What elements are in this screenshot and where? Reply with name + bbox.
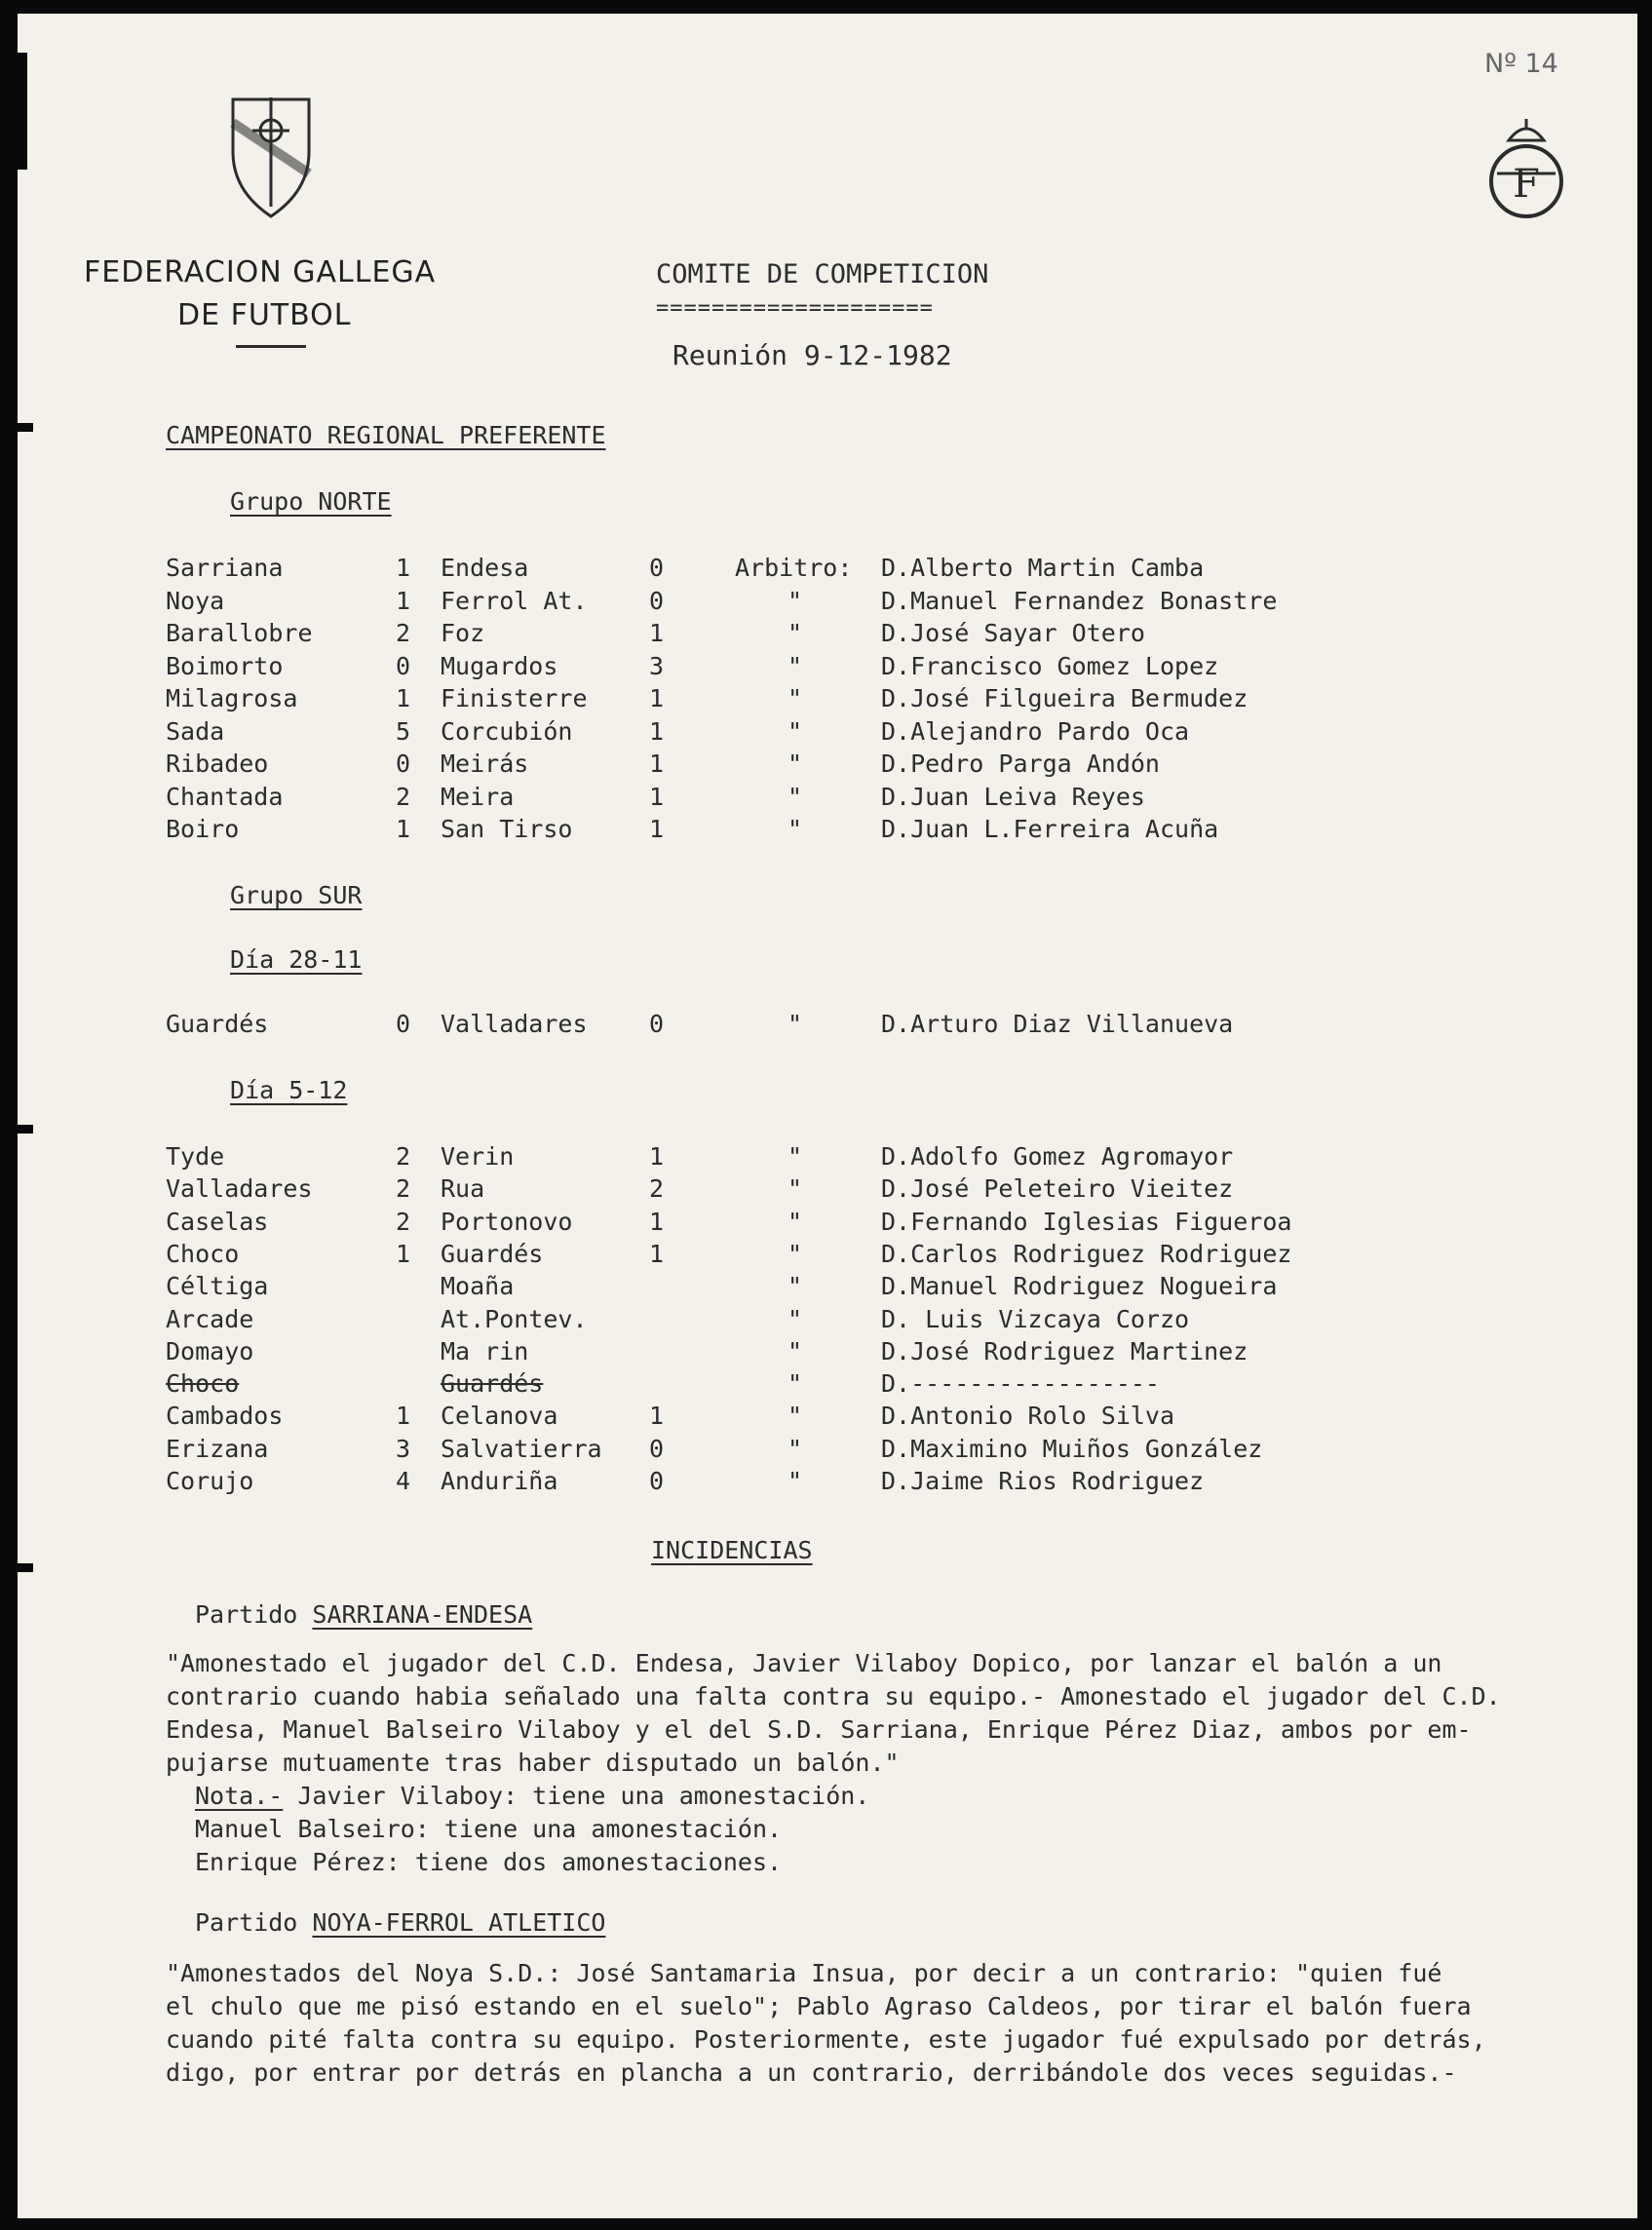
- away-team: Endesa: [441, 554, 529, 582]
- home-score: 0: [396, 750, 411, 778]
- away-team: Verin: [441, 1142, 515, 1171]
- ditto-mark: ": [788, 684, 803, 712]
- binder-hole: [18, 423, 33, 432]
- away-team: Corcubión: [441, 716, 573, 746]
- federation-name-line1: FEDERACION GALLEGA: [84, 255, 437, 289]
- home-team: Erizana: [166, 1434, 269, 1463]
- result-row: [18, 815, 1637, 848]
- away-team: Anduriña: [441, 1467, 558, 1495]
- home-score: 2: [396, 1174, 411, 1204]
- match2-teams: NOYA-FERROL ATLETICO: [312, 1908, 606, 1937]
- home-team: Caselas: [166, 1207, 269, 1236]
- ditto-mark: ": [788, 586, 803, 615]
- royal-spanish-federation-crest-icon: [1487, 115, 1565, 222]
- ditto-mark: ": [788, 1239, 803, 1268]
- day-5-12-title: Día 5-12: [230, 1076, 348, 1104]
- result-row: [18, 587, 1637, 620]
- note-text: Javier Vilaboy: tiene una amonestación.: [283, 1782, 870, 1810]
- away-score: 1: [649, 1142, 665, 1171]
- referee-name: D.Fernando Iglesias Figueroa: [881, 1207, 1292, 1236]
- report-line: cuando pité falta contra su equipo. Posteriormente, este jugador fué expulsado por detrás,: [166, 2025, 1486, 2054]
- away-score: 0: [649, 1434, 665, 1463]
- home-score: 4: [396, 1467, 411, 1495]
- match2-heading: [195, 1908, 605, 1937]
- away-team: Rua: [441, 1174, 485, 1204]
- away-score: 2: [649, 1174, 665, 1204]
- result-row: [18, 1240, 1637, 1273]
- away-score: 1: [649, 716, 665, 746]
- home-score: 1: [396, 815, 411, 843]
- home-score: 1: [396, 554, 411, 582]
- referee-name: D.Jaime Rios Rodriguez: [881, 1467, 1205, 1495]
- referee-name: D.Alberto Martin Camba: [881, 554, 1205, 582]
- referee-name: D.Carlos Rodriguez Rodriguez: [881, 1239, 1292, 1268]
- referee-name: D.José Sayar Otero: [881, 619, 1145, 647]
- ditto-mark: ": [788, 1434, 803, 1463]
- home-team: Sarriana: [166, 554, 284, 582]
- away-team: Portonovo: [441, 1207, 573, 1236]
- ditto-mark: ": [788, 1336, 803, 1365]
- home-team: Choco: [166, 1239, 240, 1268]
- home-score: 0: [396, 1010, 411, 1038]
- home-team: Guardés: [166, 1010, 269, 1038]
- document-number: Nº 14: [1484, 49, 1558, 79]
- match1-note: [195, 1780, 869, 1879]
- note-line: Enrique Pérez: tiene dos amonestaciones.: [195, 1848, 783, 1876]
- home-team: Boiro: [166, 815, 240, 843]
- away-team: Salvatierra: [441, 1434, 602, 1463]
- note-line: [195, 1780, 869, 1813]
- away-score: 0: [649, 1467, 665, 1495]
- home-team: Noya: [166, 586, 225, 615]
- report-line: "Amonestados del Noya S.D.: José Santamaria Insua, por decir a un contrario: "quien fué: [166, 1959, 1442, 1987]
- referee-name: D.Antonio Rolo Silva: [881, 1402, 1175, 1431]
- away-score: 1: [649, 684, 665, 712]
- home-score: 0: [396, 651, 411, 680]
- result-row: [18, 750, 1637, 783]
- away-team: Meirás: [441, 750, 529, 778]
- ditto-mark: ": [788, 651, 803, 680]
- meeting-date: Reunión 9-12-1982: [672, 339, 952, 371]
- ditto-mark: ": [788, 782, 803, 811]
- federation-underline: [236, 345, 306, 348]
- result-row: [18, 1208, 1637, 1241]
- result-row: [18, 1435, 1637, 1468]
- referee-name: D.José Filgueira Bermudez: [881, 684, 1249, 712]
- ditto-mark: ": [788, 1207, 803, 1236]
- referee-name: D.Maximino Muiños González: [881, 1434, 1263, 1463]
- group-norte-title: Grupo NORTE: [230, 487, 392, 516]
- home-score: 5: [396, 716, 411, 746]
- result-row: [18, 1272, 1637, 1305]
- away-score: 1: [649, 1239, 665, 1268]
- result-row: [18, 1010, 1637, 1043]
- result-row: [18, 619, 1637, 652]
- away-team: Foz: [441, 619, 485, 647]
- report-line: pujarse mutuamente tras haber disputado un balón.": [166, 1749, 900, 1777]
- referee-name: D.-----------------: [881, 1369, 1160, 1399]
- away-team: Moaña: [441, 1272, 515, 1301]
- referee-name: D. Luis Vizcaya Corzo: [881, 1304, 1190, 1333]
- match2-report: [166, 1957, 1486, 2090]
- away-team: Guardés: [441, 1239, 544, 1268]
- result-row: [18, 1369, 1637, 1403]
- ditto-mark: ": [788, 1369, 803, 1399]
- home-score: 1: [396, 1239, 411, 1268]
- result-row: [18, 1402, 1637, 1435]
- committee-title-rule: ====================: [656, 296, 934, 321]
- binder-hole: [18, 1125, 33, 1134]
- home-score: 2: [396, 782, 411, 811]
- ditto-mark: ": [788, 1272, 803, 1301]
- result-row: [18, 717, 1637, 750]
- home-score: 2: [396, 1142, 411, 1171]
- referee-name: D.Manuel Fernandez Bonastre: [881, 586, 1278, 615]
- result-row: [18, 554, 1637, 587]
- home-score: 1: [396, 1402, 411, 1431]
- away-score: 1: [649, 1402, 665, 1431]
- home-team: Corujo: [166, 1467, 254, 1495]
- ditto-mark: ": [788, 750, 803, 778]
- day-28-11-title: Día 28-11: [230, 945, 363, 974]
- away-team: Valladares: [441, 1010, 588, 1038]
- referee-label: Arbitro:: [735, 554, 853, 582]
- committee-title: COMITE DE COMPETICION: [656, 259, 989, 289]
- referee-name: D.José Rodriguez Martinez: [881, 1336, 1249, 1365]
- away-team: Meira: [441, 782, 515, 811]
- away-score: 1: [649, 1207, 665, 1236]
- document-page: [18, 14, 1637, 2218]
- home-team: Milagrosa: [166, 684, 298, 712]
- result-row: [18, 1467, 1637, 1500]
- federation-name-line2: DE FUTBOL: [177, 298, 352, 332]
- report-line: Endesa, Manuel Balseiro Vilaboy y el del S.D. Sarriana, Enrique Pérez Diaz, ambos por em-: [166, 1715, 1472, 1744]
- ditto-mark: ": [788, 1010, 803, 1038]
- ditto-mark: ": [788, 1304, 803, 1333]
- away-team: Guardés: [441, 1369, 544, 1399]
- home-team: Arcade: [166, 1304, 254, 1333]
- home-team: Choco: [166, 1369, 240, 1399]
- home-team: Cambados: [166, 1402, 284, 1431]
- championship-title: CAMPEONATO REGIONAL PREFERENTE: [166, 421, 606, 449]
- ditto-mark: ": [788, 1402, 803, 1431]
- svg-text:F: F: [1513, 162, 1540, 207]
- away-score: 1: [649, 815, 665, 843]
- result-row: [18, 1337, 1637, 1370]
- home-team: Valladares: [166, 1174, 313, 1204]
- referee-name: D.Arturo Diaz Villanueva: [881, 1010, 1234, 1038]
- away-team: Mugardos: [441, 651, 558, 680]
- home-score: 1: [396, 586, 411, 615]
- referee-name: D.Adolfo Gomez Agromayor: [881, 1142, 1234, 1171]
- result-row: [18, 783, 1637, 816]
- away-score: 0: [649, 554, 665, 582]
- away-score: 0: [649, 1010, 665, 1038]
- ditto-mark: ": [788, 1467, 803, 1495]
- result-row: [18, 684, 1637, 717]
- match1-report: [166, 1647, 1501, 1780]
- away-score: 3: [649, 651, 665, 680]
- away-score: 1: [649, 782, 665, 811]
- report-line: "Amonestado el jugador del C.D. Endesa, Javier Vilaboy Dopico, por lanzar el balón a un: [166, 1649, 1442, 1677]
- home-team: Barallobre: [166, 619, 313, 647]
- home-score: 2: [396, 619, 411, 647]
- home-team: Céltiga: [166, 1272, 269, 1301]
- note-line: Manuel Balseiro: tiene una amonestación.: [195, 1815, 783, 1843]
- match1-teams: SARRIANA-ENDESA: [312, 1600, 533, 1629]
- group-sur-title: Grupo SUR: [230, 881, 363, 909]
- home-team: Ribadeo: [166, 750, 269, 778]
- home-score: 2: [396, 1207, 411, 1236]
- referee-name: D.Pedro Parga Andón: [881, 750, 1160, 778]
- home-score: 1: [396, 684, 411, 712]
- result-row: [18, 1305, 1637, 1338]
- ditto-mark: ": [788, 619, 803, 647]
- ditto-mark: ": [788, 716, 803, 746]
- referee-name: D.Juan Leiva Reyes: [881, 782, 1145, 811]
- away-score: 1: [649, 750, 665, 778]
- result-row: [18, 1142, 1637, 1175]
- away-team: Ma rin: [441, 1336, 529, 1365]
- home-team: Sada: [166, 716, 225, 746]
- ditto-mark: ": [788, 1142, 803, 1171]
- match1-heading: [195, 1600, 532, 1629]
- report-line: contrario cuando habia señalado una falta contra su equipo.- Amonestado el jugador del C.D.: [166, 1682, 1501, 1711]
- referee-name: D.José Peleteiro Vieitez: [881, 1174, 1234, 1204]
- result-row: [18, 1174, 1637, 1208]
- referee-name: D.Manuel Rodriguez Nogueira: [881, 1272, 1278, 1301]
- match2-heading-label: Partido: [195, 1908, 313, 1937]
- binder-hole: [18, 1563, 33, 1572]
- report-line: el chulo que me pisó estando en el suelo"; Pablo Agraso Caldeos, por tirar el balón fuera: [166, 1992, 1472, 2020]
- ditto-mark: ": [788, 815, 803, 843]
- note-label: Nota.-: [195, 1782, 284, 1810]
- away-team: At.Pontev.: [441, 1304, 588, 1333]
- away-score: 1: [649, 619, 665, 647]
- away-team: Finisterre: [441, 684, 588, 712]
- result-row: [18, 652, 1637, 685]
- home-team: Chantada: [166, 782, 284, 811]
- referee-name: D.Juan L.Ferreira Acuña: [881, 815, 1219, 843]
- away-team: Celanova: [441, 1402, 558, 1431]
- referee-name: D.Francisco Gomez Lopez: [881, 651, 1219, 680]
- away-score: 0: [649, 586, 665, 615]
- ditto-mark: ": [788, 1174, 803, 1204]
- home-score: 3: [396, 1434, 411, 1463]
- home-team: Domayo: [166, 1336, 254, 1365]
- binder-edge-mark: [18, 53, 27, 170]
- home-team: Boimorto: [166, 651, 284, 680]
- report-line: digo, por entrar por detrás en plancha a un contrario, derribándole dos veces seguidas.-: [166, 2058, 1457, 2087]
- referee-name: D.Alejandro Pardo Oca: [881, 716, 1190, 746]
- incidents-title: INCIDENCIAS: [651, 1536, 813, 1564]
- match1-heading-label: Partido: [195, 1600, 313, 1629]
- away-team: San Tirso: [441, 815, 573, 843]
- away-team: Ferrol At.: [441, 586, 588, 615]
- home-team: Tyde: [166, 1142, 225, 1171]
- galician-federation-crest-icon: [227, 94, 315, 218]
